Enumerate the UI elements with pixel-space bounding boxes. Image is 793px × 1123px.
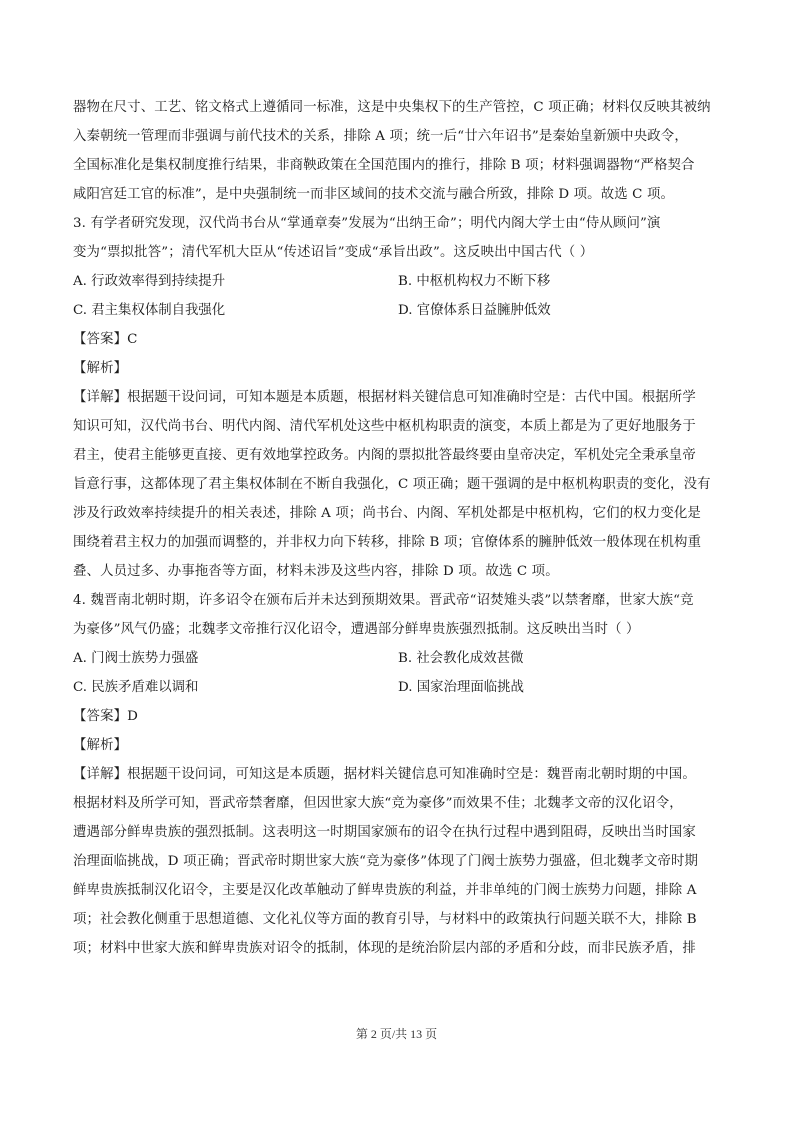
- option-c: C. 民族矛盾难以调和: [73, 680, 199, 695]
- answer-label: 【答案】C: [73, 332, 138, 347]
- detail-line: 君主，使君主能够更直接、更有效地掌控政务。内阁的票拟批答最终要由皇帝决定，军机处完全秉承皇帝: [73, 448, 696, 463]
- answer-label: 【答案】D: [73, 709, 139, 724]
- analysis-label: 【解析】: [73, 738, 128, 753]
- question-stem-line: 3. 有学者研究发现，汉代尚书台从“掌通章奏”发展为“出纳王命”；明代内阁大学士由“侍从顾问”演: [73, 216, 661, 231]
- detail-line: 旨意行事，这都体现了君主集权体制在不断自我强化，C 项正确；题干强调的是中枢机构职责的变化，没有: [73, 477, 711, 492]
- option-a: A. 门阀士族势力强盛: [73, 651, 199, 666]
- detail-line: 叠、人员过多、办事拖沓等方面，材料未涉及这些内容，排除 D 项。故选 C 项。: [73, 564, 559, 579]
- option-d: D. 官僚体系日益臃肿低效: [398, 303, 551, 318]
- text-line: 全国标准化是集权制度推行结果，非商鞅政策在全国范围内的推行，排除 B 项；材料强调器物“严格契合: [73, 158, 695, 173]
- detail-line: 涉及行政效率持续提升的相关表述，排除 A 项；尚书台、内阁、军机处都是中枢机构，它们的权力变化是: [73, 506, 701, 521]
- question-4: [73, 586, 728, 963]
- detail-line: 【详解】根据题干设问词，可知本题是本质题，根据材料关键信息可知准确时空是：古代中国。根据所学: [73, 390, 696, 405]
- option-a: A. 行政效率得到持续提升: [73, 274, 226, 289]
- question-3: [73, 209, 728, 586]
- text-line: 咸阳宫廷工官的标准”，是中央强制统一而非区域间的技术交流与融合所致，排除 D 项。故选 C 项。: [73, 187, 675, 202]
- detail-line: 治理面临挑战，D 项正确；晋武帝时期世家大族“竞为豪侈”体现了门阀士族势力强盛，但北魏孝文帝时期: [73, 854, 699, 869]
- detail-line: 知识可知，汉代尚书台、明代内阁、清代军机处这些中枢机构职责的演变，本质上都是为了更好地服务于: [73, 419, 696, 434]
- option-d: D. 国家治理面临挑战: [398, 680, 524, 695]
- previous-analysis-continuation: [73, 93, 728, 209]
- analysis-label: 【解析】: [73, 361, 128, 376]
- text-line: 入秦朝统一管理而非强调与前代技术的关系，排除 A 项；统一后“廿六年诏书”是秦始皇新颁中央政令，: [73, 129, 688, 144]
- option-c: C. 君主集权体制自我强化: [73, 303, 226, 318]
- page-number-footer: 第 2 页/共 13 页: [355, 1027, 438, 1041]
- options-row: [73, 644, 728, 673]
- detail-line: 围绕着君主权力的加强而调整的，并非权力向下转移，排除 B 项；官僚体系的臃肿低效一般体现在机构重: [73, 535, 702, 550]
- detail-line: 项；社会教化侧重于思想道德、文化礼仪等方面的教育引导，与材料中的政策执行问题关联不大，排除 B: [73, 912, 697, 927]
- detail-line: 鲜卑贵族抵制汉化诏令，主要是汉化改革触动了鲜卑贵族的利益，并非单纯的门阀士族势力问题，排除 A: [73, 883, 697, 898]
- document-page: [73, 93, 728, 963]
- detail-line: 项；材料中世家大族和鲜卑贵族对诏令的抵制，体现的是统治阶层内部的矛盾和分歧，而非民族矛盾，排: [73, 941, 696, 956]
- option-b: B. 社会教化成效甚微: [398, 651, 524, 666]
- option-b: B. 中枢机构权力不断下移: [398, 274, 551, 289]
- detail-line: 【详解】根据题干设问词，可知这是本质题，据材料关键信息可知准确时空是：魏晋南北朝时期的中国。: [73, 767, 696, 782]
- options-row: [73, 673, 728, 702]
- options-row: [73, 296, 728, 325]
- options-row: [73, 267, 728, 296]
- question-stem-line: 4. 魏晋南北朝时期，许多诏令在颁布后并未达到预期效果。晋武帝“诏焚雉头裘”以禁奢靡，世家大族“竞: [73, 593, 694, 608]
- detail-line: 根据材料及所学可知，晋武帝禁奢靡，但因世家大族“竞为豪侈”而效果不佳；北魏孝文帝的汉化诏令，: [73, 796, 683, 811]
- question-stem-line: 为豪侈”风气仍盛；北魏孝文帝推行汉化诏令，遭遇部分鲜卑贵族强烈抵制。这反映出当时（ ）: [73, 622, 640, 637]
- question-stem-line: 变为“票拟批答”；清代军机大臣从“传述诏旨”变成“承旨出政”。这反映出中国古代（ ）: [73, 245, 594, 260]
- detail-line: 遭遇部分鲜卑贵族的强烈抵制。这表明这一时期国家颁布的诏令在执行过程中遇到阻碍，反映出当时国家: [73, 825, 696, 840]
- text-line: 器物在尺寸、工艺、铭文格式上遵循同一标准，这是中央集权下的生产管控，C 项正确；材料仅反映其被纳: [73, 100, 711, 115]
